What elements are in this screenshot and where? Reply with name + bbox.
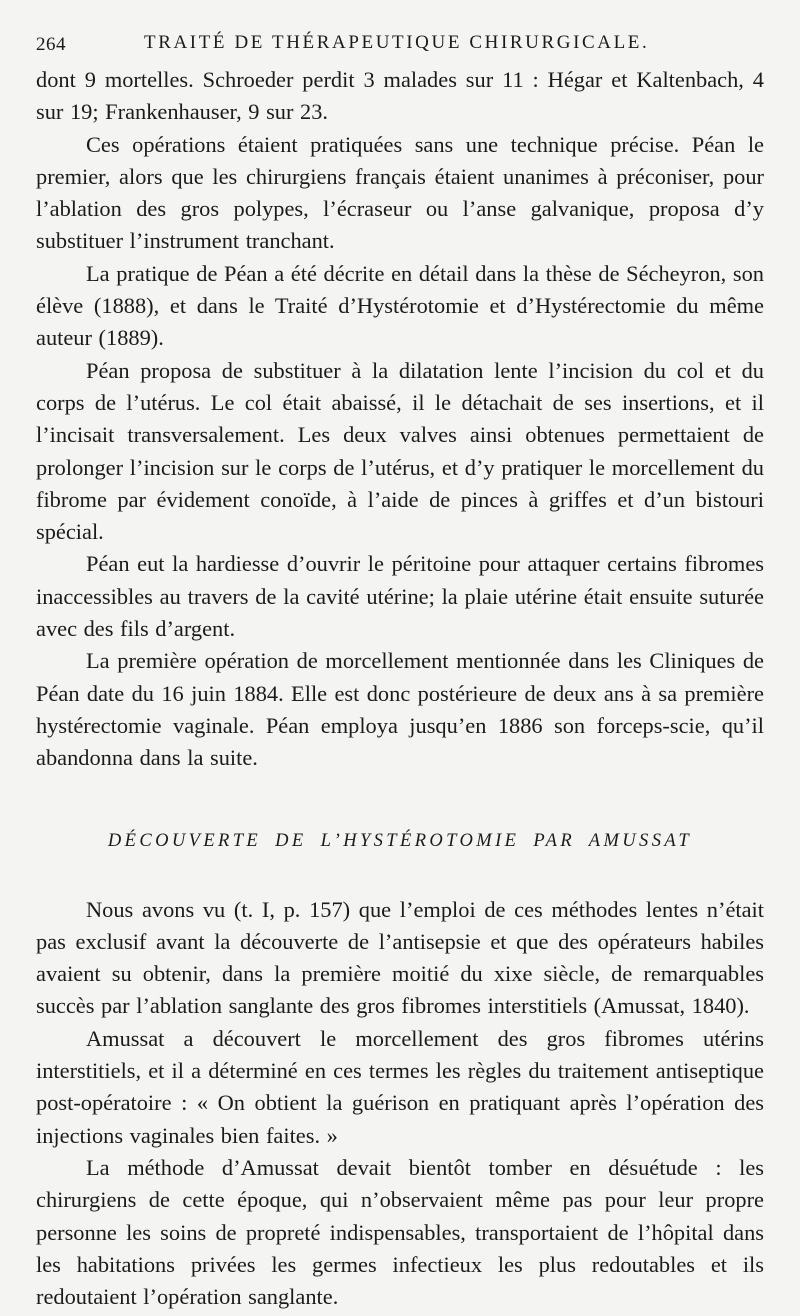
running-header [36,30,764,64]
body-text-top [36,64,764,775]
paragraph-1: dont 9 mortelles. Schroeder perdit 3 malades sur 11 : Hégar et Kaltenbach, 4 sur 19; Frankenhauser, 9 sur 23. [36,67,764,125]
paragraph-3: La pratique de Péan a été décrite en détail dans la thèse de Sécheyron, son élève (1888), et dans le Traité d’Hystérotomie et d’Hystérectomie du même auteur (1889). [36,260,764,351]
paragraph-4: Péan proposa de substituer à la dilatation lente l’incision du col et du corps de l’utérus. Le col était abaissé, il le détachait de ses insertions, et il l’incisait transversalement. Les deux valves ainsi obtenues permettaient de prolonger l’incision sur le corps de l’utérus, et d’y pratiquer le morcellement du fibrome par évidement conoïde, à l’aide de pinces à griffes et d’un bistouri spécial. [36,357,764,545]
paragraph-8: Amussat a découvert le morcellement des gros fibromes utérins interstitiels, et il a déterminé en ces termes les règles du traitement antiseptique post-opératoire : « On obtient la guérison en pratiquant après l’opération des injections vaginales bien faites. » [36,1025,764,1148]
body-text-bottom [36,894,764,1314]
section-heading: DÉCOUVERTE DE L’HYSTÉROTOMIE PAR AMUSSAT [107,830,693,851]
page-number: 264 [36,34,66,55]
running-title: TRAITÉ DE THÉRAPEUTIQUE CHIRURGICALE. [144,32,650,53]
paragraph-2: Ces opérations étaient pratiquées sans une technique précise. Péan le premier, alors que les chirurgiens français étaient unanimes à préconiser, pour l’ablation des gros polypes, l’écraseur ou l’anse galvanique, proposa d’y substituer l’instrument tranchant. [36,131,764,254]
paragraph-7: Nous avons vu (t. I, p. 157) que l’emploi de ces méthodes lentes n’était pas exclusif avant la découverte de l’antisepsie et que des opérateurs habiles avaient su obtenir, dans la première moitié du xixe siècle, de remarquables succès par l’ablation sanglante des gros fibromes interstitiels (Amussat, 1840). [36,896,764,1019]
paragraph-5: Péan eut la hardiesse d’ouvrir le péritoine pour attaquer certains fibromes inaccessibles au travers de la cavité utérine; la plaie utérine était ensuite suturée avec des fils d’argent. [36,551,764,642]
paragraph-6: La première opération de morcellement mentionnée dans les Cliniques de Péan date du 16 juin 1884. Elle est donc postérieure de deux ans à sa première hystérectomie vaginale. Péan employa jusqu’en 1886 son forceps-scie, qu’il abandonna dans la suite. [36,648,764,771]
paragraph-9: La méthode d’Amussat devait bientôt tomber en désuétude : les chirurgiens de cette époque, qui n’observaient même pas pour leur propre personne les soins de propreté indispensables, transportaient de l’hôpital dans les habitations privées les germes infectieux les plus redoutables et ils redoutaient l’opération sanglante. [36,1154,764,1310]
